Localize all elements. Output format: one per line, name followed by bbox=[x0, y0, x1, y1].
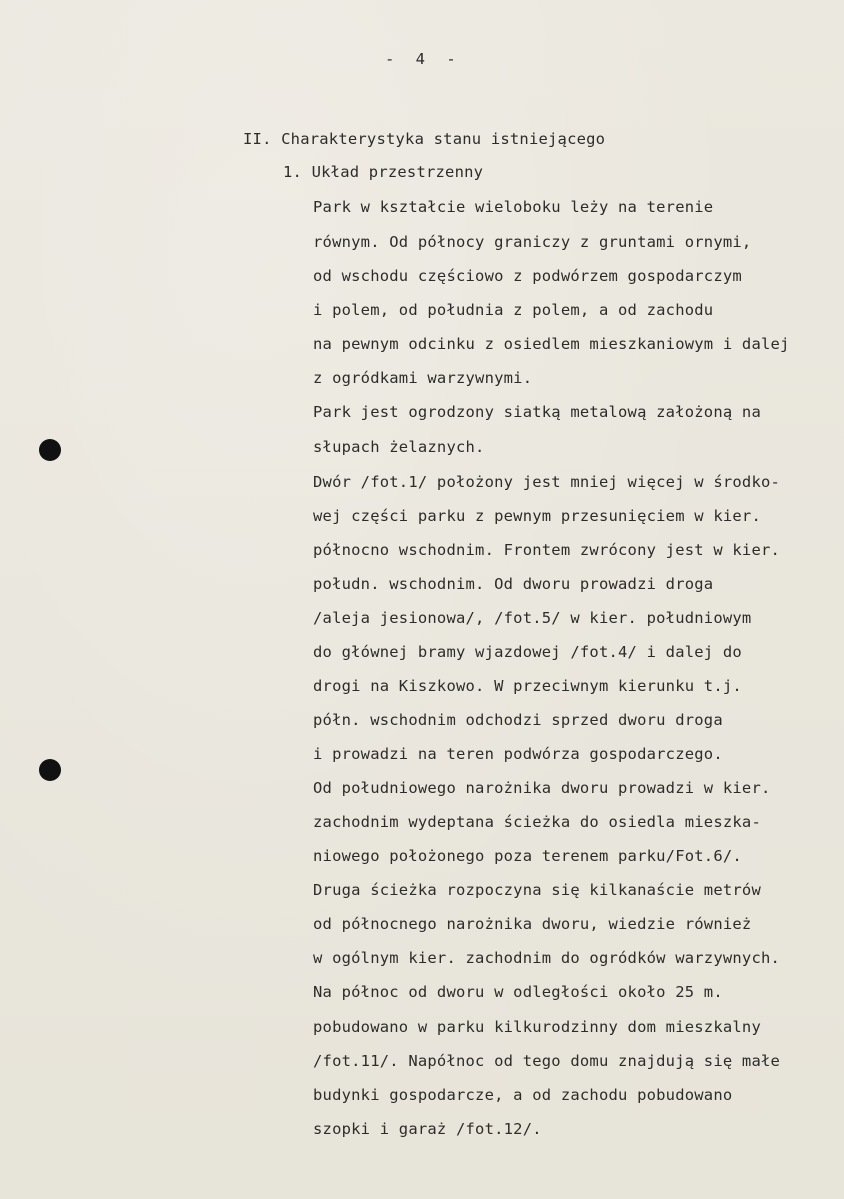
punch-hole-bottom bbox=[39, 759, 61, 781]
body-line: północno wschodnim. Frontem zwrócony jest w kier. bbox=[313, 541, 781, 559]
body-line: Na północ od dworu w odległości około 25 m. bbox=[313, 983, 723, 1001]
body-line: w ogólnym kier. zachodnim do ogródków warzywnych. bbox=[313, 949, 781, 967]
body-line: równym. Od północy graniczy z gruntami ornymi, bbox=[313, 233, 752, 251]
body-line: słupach żelaznych. bbox=[313, 438, 485, 456]
body-line: z ogródkami warzywnymi. bbox=[313, 369, 533, 387]
body-line: i polem, od południa z polem, a od zachodu bbox=[313, 301, 714, 319]
body-line: Park jest ogrodzony siatką metalową założoną na bbox=[313, 403, 761, 421]
body-line: szopki i garaż /fot.12/. bbox=[313, 1120, 542, 1138]
body-line: Od południowego narożnika dworu prowadzi w kier. bbox=[313, 779, 771, 797]
body-line: /aleja jesionowa/, /fot.5/ w kier. południowym bbox=[313, 609, 752, 627]
body-line: półn. wschodnim odchodzi sprzed dworu droga bbox=[313, 711, 723, 729]
punch-hole-top bbox=[39, 439, 61, 461]
body-line: budynki gospodarcze, a od zachodu pobudowano bbox=[313, 1086, 733, 1104]
body-line: połudn. wschodnim. Od dworu prowadzi droga bbox=[313, 575, 714, 593]
body-line: Druga ścieżka rozpoczyna się kilkanaście metrów bbox=[313, 881, 761, 899]
section-title: II. Charakterystyka stanu istniejącego bbox=[243, 130, 606, 148]
body-line: pobudowano w parku kilkurodzinny dom mieszkalny bbox=[313, 1018, 761, 1036]
body-line: zachodnim wydeptana ścieżka do osiedla mieszka- bbox=[313, 813, 761, 831]
body-line: na pewnym odcinku z osiedlem mieszkaniowym i dalej bbox=[313, 335, 790, 353]
subsection-title: 1. Układ przestrzenny bbox=[283, 163, 484, 181]
body-line: /fot.11/. Napółnoc od tego domu znajdują się małe bbox=[313, 1052, 781, 1070]
body-line: Dwór /fot.1/ położony jest mniej więcej w środko- bbox=[313, 473, 781, 491]
body-line: drogi na Kiszkowo. W przeciwnym kierunku t.j. bbox=[313, 677, 742, 695]
body-line: i prowadzi na teren podwórza gospodarczego. bbox=[313, 745, 723, 763]
body-line: wej części parku z pewnym przesunięciem w kier. bbox=[313, 507, 761, 525]
body-line: od wschodu częściowo z podwórzem gospodarczym bbox=[313, 267, 742, 285]
body-line: od północnego narożnika dworu, wiedzie również bbox=[313, 915, 752, 933]
body-line: do głównej bramy wjazdowej /fot.4/ i dalej do bbox=[313, 643, 742, 661]
body-line: Park w kształcie wieloboku leży na terenie bbox=[313, 198, 714, 216]
body-line: niowego położonego poza terenem parku/Fot.6/. bbox=[313, 847, 742, 865]
page-number: - 4 - bbox=[385, 50, 462, 68]
